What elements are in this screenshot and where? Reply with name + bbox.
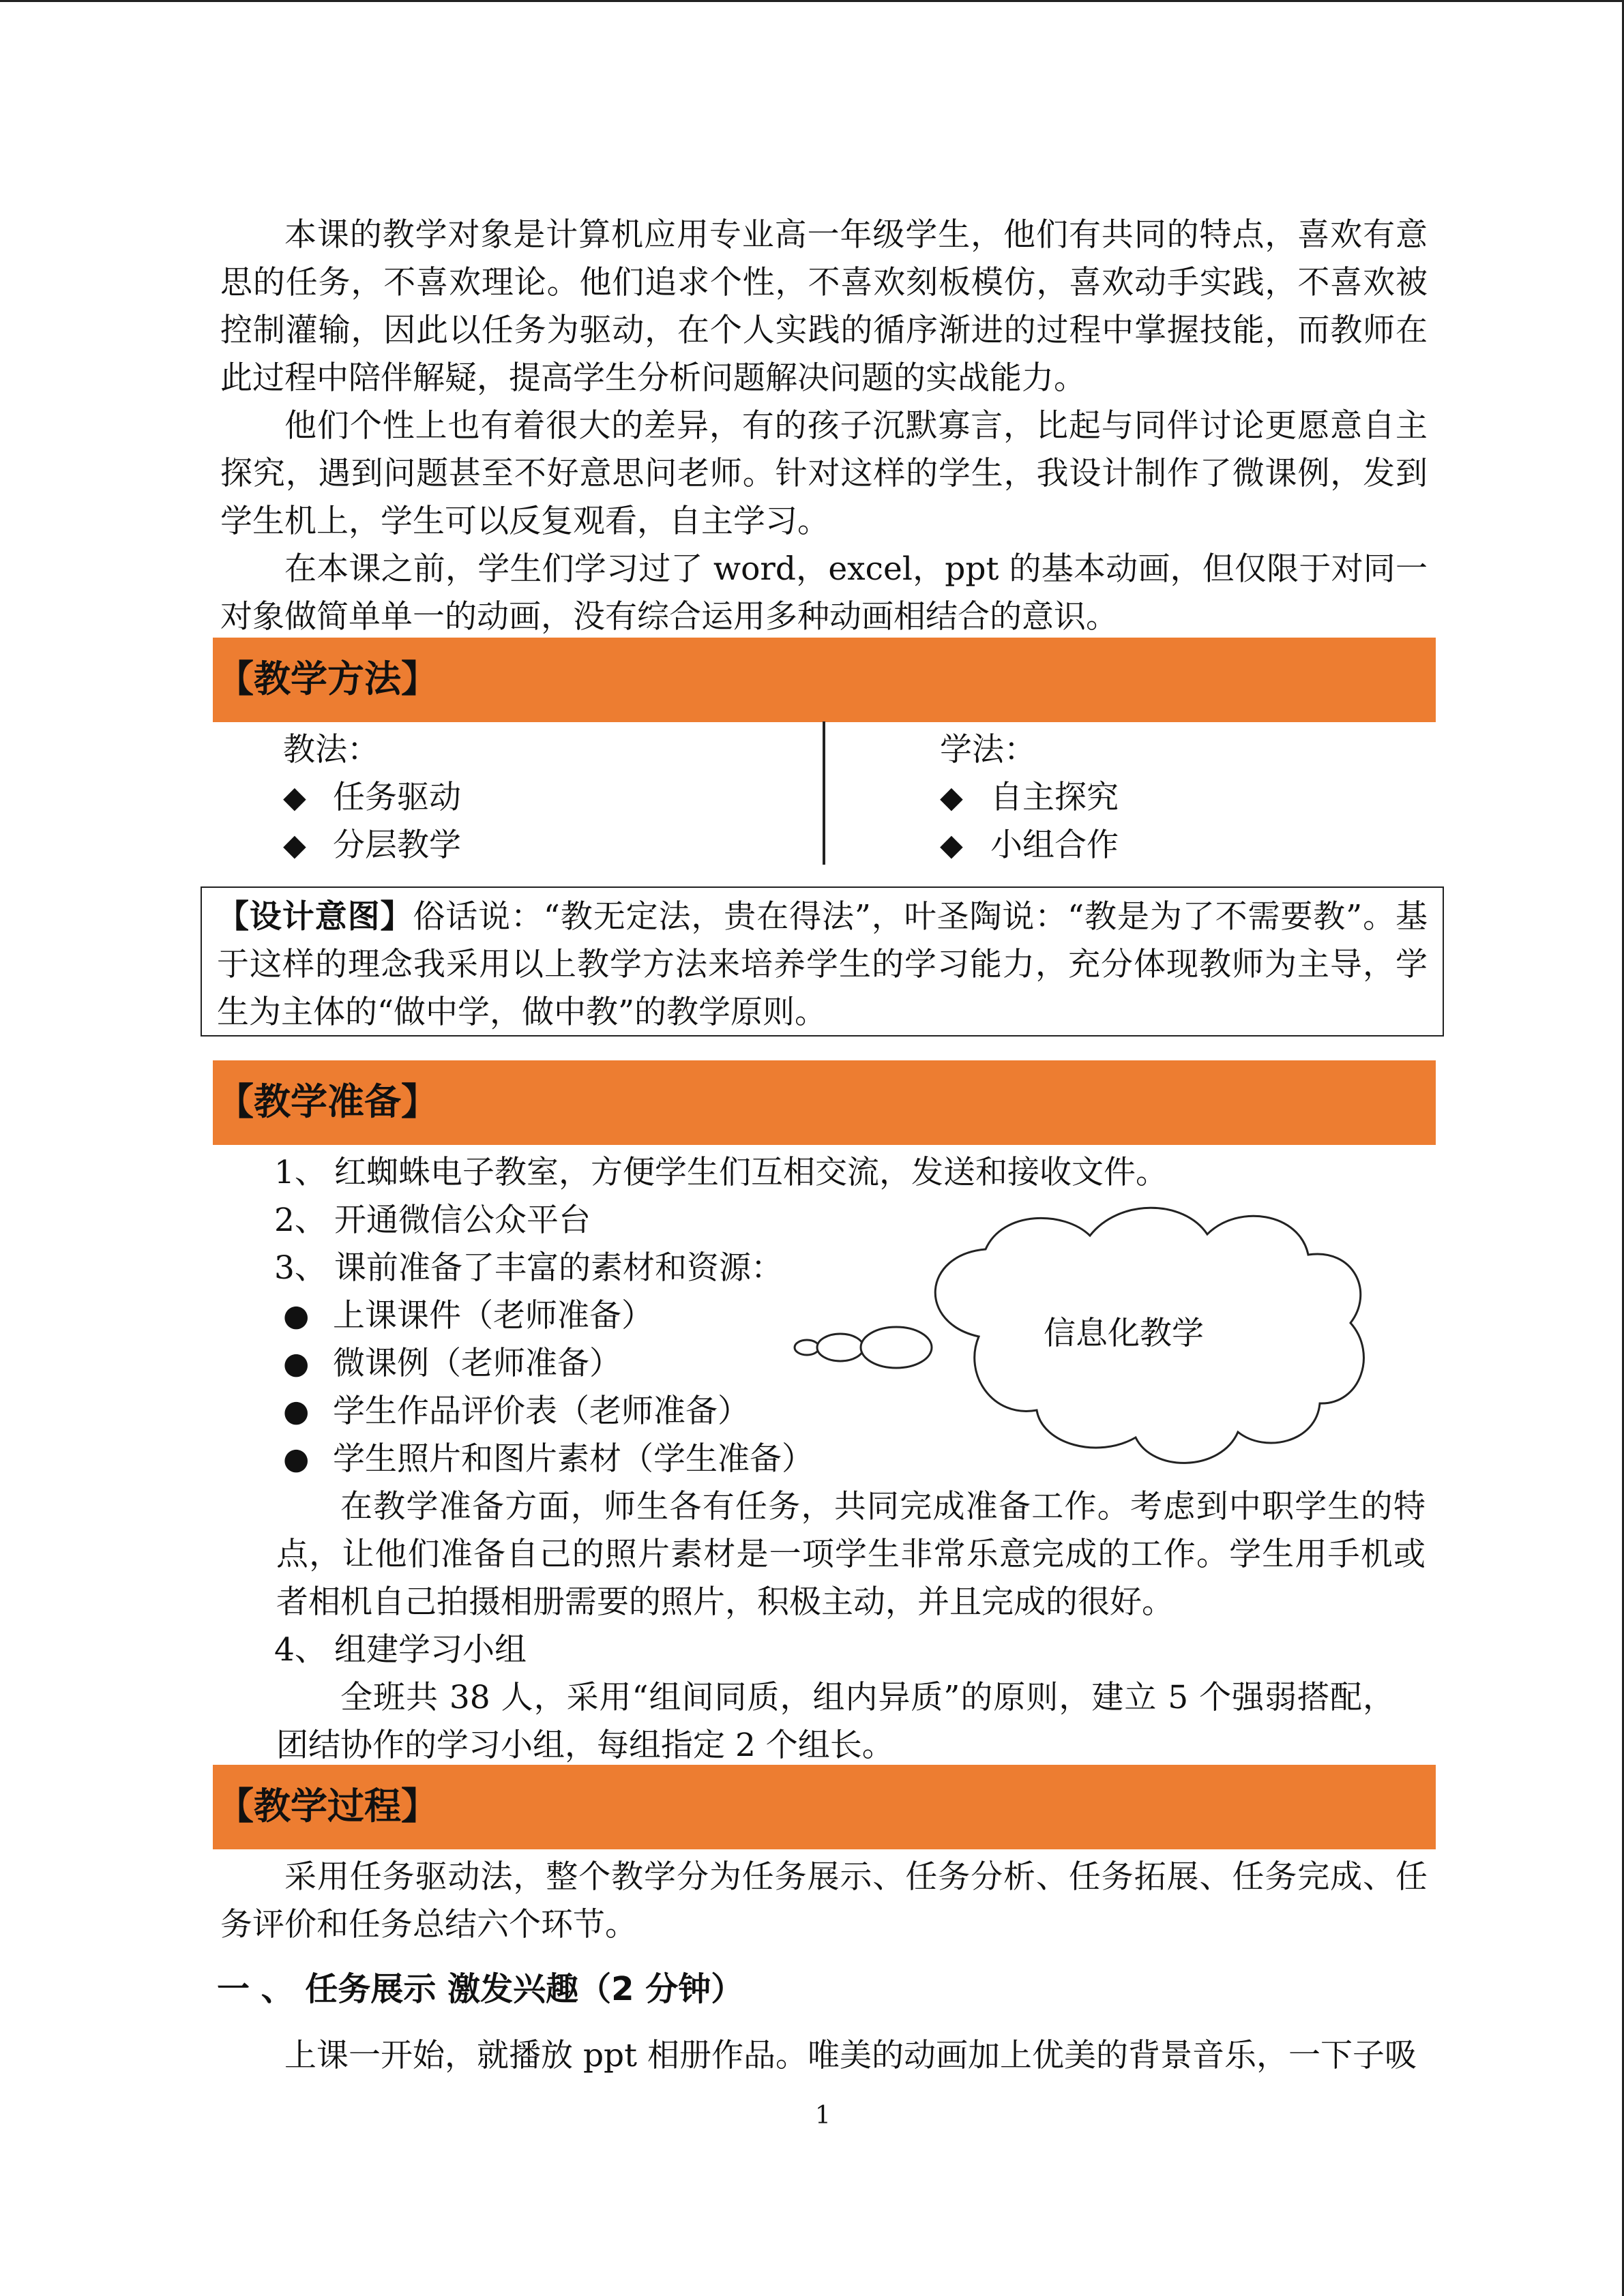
prep-item-text: 课前准备了丰富的素材和资源： xyxy=(334,1249,783,1287)
cloud-bubble-large xyxy=(861,1327,932,1368)
prep-item-number: 1、 xyxy=(274,1154,327,1191)
design-intent-text: 俗话说：“教无定法，贵在得法”，叶圣陶说：“教是为了不需要教”。基于这样的理念我采用以上教学方法来培养学生的学习能力，充分体现教师为主导，学生为主体的“做中学，做中教”的教学原则。 xyxy=(217,898,1428,1031)
circle-bullet-icon: ● xyxy=(283,1298,310,1333)
prep-item-text: 组建学习小组 xyxy=(334,1631,527,1669)
section-paragraph: 上课一开始，就播放 ppt 相册作品。唯美的动画加上优美的背景音乐，一下子吸 xyxy=(284,2037,1417,2074)
process-heading-bar xyxy=(213,1765,1436,1849)
learn-method-item: 小组合作 xyxy=(990,826,1119,864)
teach-method-item: 分层教学 xyxy=(333,826,461,864)
material-item: 学生作品评价表（老师准备） xyxy=(333,1392,750,1430)
diamond-bullet-icon: ◆ xyxy=(283,780,306,815)
material-item: 学生照片和图片素材（学生准备） xyxy=(333,1440,814,1478)
learn-method-item: 自主探究 xyxy=(990,779,1119,816)
diamond-bullet-icon: ◆ xyxy=(940,780,963,815)
prep-item-number: 3、 xyxy=(274,1249,327,1287)
material-item: 上课课件（老师准备） xyxy=(333,1297,653,1335)
prep-item-number: 2、 xyxy=(274,1202,327,1239)
process-intro: 采用任务驱动法，整个教学分为任务展示、任务分析、任务拓展、任务完成、任务评价和任务总结六个环节。 xyxy=(220,1858,1428,1943)
prep-item-text: 开通微信公众平台 xyxy=(334,1202,591,1239)
diamond-bullet-icon: ◆ xyxy=(283,828,306,863)
circle-bullet-icon: ● xyxy=(283,1394,310,1429)
learn-method-label: 学法： xyxy=(940,731,1036,769)
cloud-bubble-medium xyxy=(817,1334,863,1361)
preparation-note: 在教学准备方面，师生各有任务，共同完成准备工作。考虑到中职学生的特点，让他们准备自己的照片素材是一项学生非常乐意完成的工作。学生用手机或者相机自己拍摄相册需要的照片，积极主动，并且完成的很好。 xyxy=(276,1488,1426,1621)
circle-bullet-icon: ● xyxy=(283,1346,310,1381)
teach-method-label: 教法： xyxy=(283,731,379,769)
material-item: 微课例（老师准备） xyxy=(333,1345,621,1382)
prep-item-number: 4、 xyxy=(274,1631,327,1669)
diamond-bullet-icon: ◆ xyxy=(940,828,963,863)
prep-item-text: 红蜘蛛电子教室，方便学生们互相交流，发送和接收文件。 xyxy=(334,1154,1168,1191)
intro-paragraph-3: 在本课之前，学生们学习过了 word，excel，ppt 的基本动画，但仅限于对同一对象做简单单一的动画，没有综合运用多种动画相结合的意识。 xyxy=(220,550,1428,636)
cloud-bubble-small xyxy=(795,1340,819,1355)
page-number: 1 xyxy=(815,2102,831,2130)
cloud-label: 信息化教学 xyxy=(1044,1315,1204,1352)
section-title: 一 、 任务展示 激发兴趣（2 分钟） xyxy=(217,1970,744,2008)
methods-heading: 【教学方法】 xyxy=(217,657,438,700)
teach-method-item: 任务驱动 xyxy=(333,779,461,816)
circle-bullet-icon: ● xyxy=(283,1442,310,1476)
group-description: 全班共 38 人，采用“组间同质，组内异质”的原则，建立 5 个强弱搭配，团结协作的学习小组，每组指定 2 个组长。 xyxy=(276,1679,1395,1764)
process-heading: 【教学过程】 xyxy=(217,1785,438,1828)
intro-paragraph-1: 本课的教学对象是计算机应用专业高一年级学生，他们有共同的特点，喜欢有意思的任务，不喜欢理论。他们追求个性，不喜欢刻板模仿，喜欢动手实践，不喜欢被控制灌输，因此以任务为驱动，在个人实践的循序渐进的过程中掌握技能，而教师在此过程中陪伴解疑，提高学生分析问题解决问题的实战能力。 xyxy=(220,216,1428,397)
design-intent-label: 【设计意图】 xyxy=(217,898,413,936)
intro-paragraph-2: 他们个性上也有着很大的差异，有的孩子沉默寡言，比起与同伴讨论更愿意自主探究，遇到问题甚至不好意思问老师。针对这样的学生，我设计制作了微课例，发到学生机上，学生可以反复观看，自主学习。 xyxy=(220,407,1428,540)
preparation-heading: 【教学准备】 xyxy=(217,1080,438,1123)
